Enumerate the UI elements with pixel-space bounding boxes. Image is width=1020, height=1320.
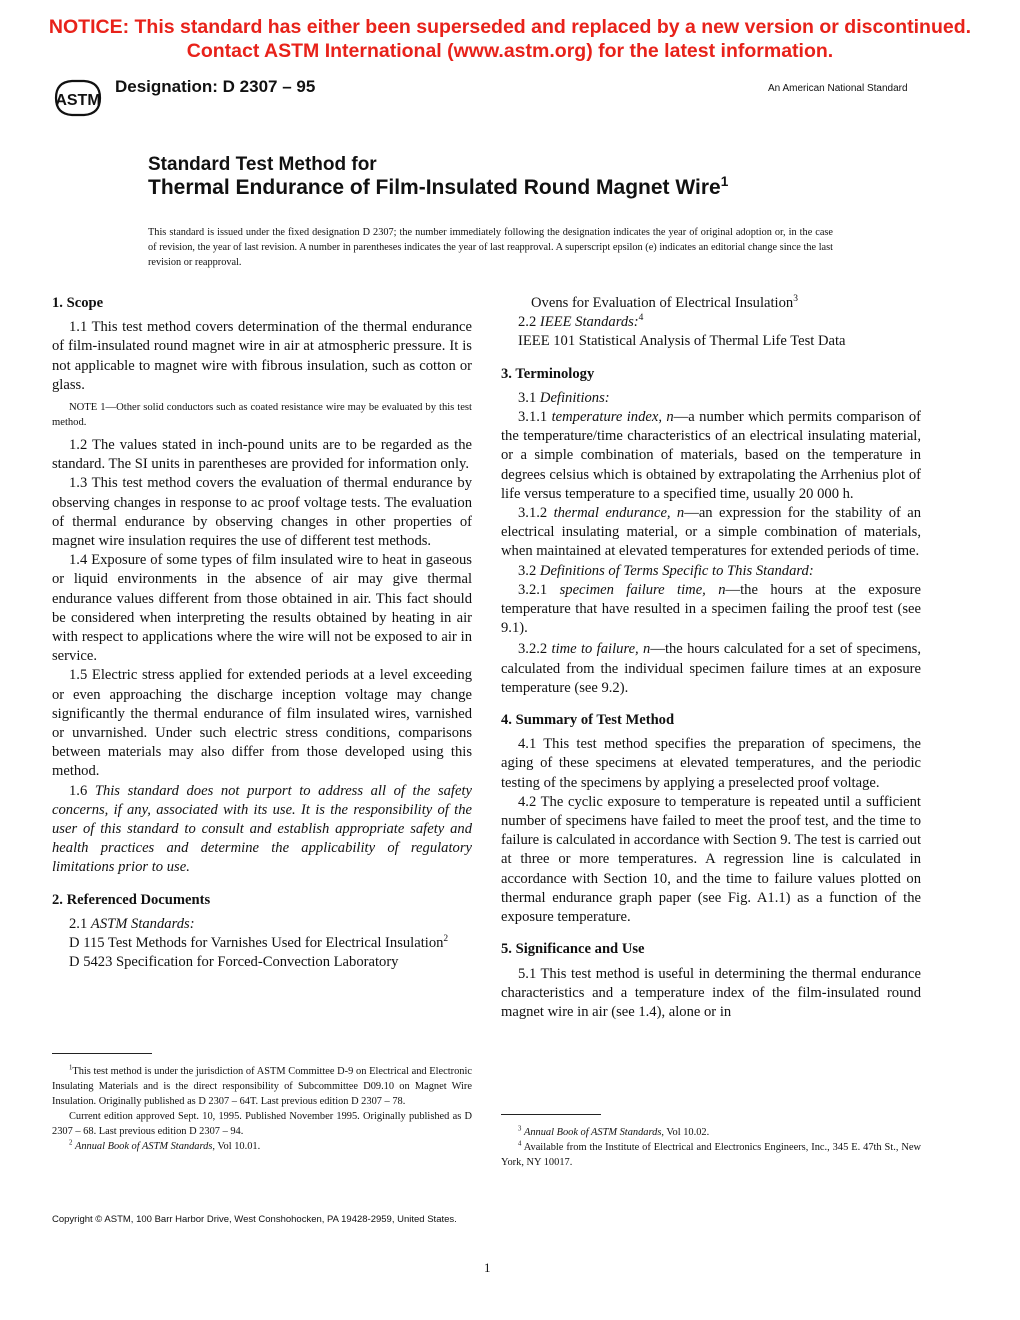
copyright: Copyright © ASTM, 100 Barr Harbor Drive, West Conshohocken, PA 19428-2959, United States. [52,1214,457,1225]
footnote-rule-left [52,1053,152,1054]
footnote-3: $^3$ Annual Book of ASTM Standards, Vol 10.02. [518,1125,710,1138]
title-line-1: Standard Test Method for [148,154,377,175]
section-1-heading: 1. Scope [52,295,104,311]
right-column [501,294,921,1022]
ref-d115: D 115 Test Methods for Varnishes Used for Electrical Insulation$^2$ [69,934,449,952]
note-1: NOTE 1—Other solid conductors such as coated resistance wire may be evaluated by this test method. [52,402,472,429]
para-3-1-2: 3.1.2 thermal endurance, n—an expression for the stability of an electrical insulating material, or a simple combination of materials, when maintained at elevated temperatures for extended periods of time. [501,505,921,560]
section-5-heading: 5. Significance and Use [501,941,645,958]
para-1-5: 1.5 Electric stress applied for extended periods at a level exceeding or even approaching the discharge inception voltage may change significantly the thermal endurance of film insulated wires, varnished or unvarnished. Under such electric stress conditions, comparisons between materials may also differ from those developed using this method. [52,667,472,780]
para-2-1: 2.1 ASTM Standards: [69,915,195,932]
ref-d5423-cont: Ovens for Evaluation of Electrical Insulation$^3$ [531,294,798,311]
para-1-2: 1.2 The values stated in inch-pound units are to be regarded as the standard. The SI units in parentheses are provided for information only. [52,437,472,473]
para-5-1: 5.1 This test method is useful in determining the thermal endurance characteristics and a temperature index of the film-insulated round magnet wire in air (see 1.4), alone or in [501,965,921,1020]
ref-ieee101: IEEE 101 Statistical Analysis of Thermal Life Test Data [518,333,846,350]
para-1-4: 1.4 Exposure of some types of film insulated wire to heat in gaseous or liquid environments in the absence of air may give thermal endurance values different from those obtained in air. This fact should be considered when interpreting the results obtained by heating in air with respect to applications where the wire will not be exposed to air in service. [52,552,472,665]
footnote-2: $^2$ Annual Book of ASTM Standards, Vol 10.01. [69,1139,261,1152]
para-1-6: 1.6 This standard does not purport to address all of the safety concerns, if any, associated with its use. It is the responsibility of the user of this standard to consult and establish appropriate safety and health practices and determine the applicability of regulatory limitations prior to use. [52,782,472,876]
astm-logo [52,78,104,118]
title-line-2: Thermal Endurance of Film-Insulated Round Magnet Wire$^1$ [148,174,729,199]
issue-note: This standard is issued under the fixed designation D 2307; the number immediately following the designation indicates the year of original adoption or, in the case of revision, the year of last revision. A number in parentheses indicates the year of last reapproval. A superscript epsilon (e) indicates an editorial change since the last revision or reapproval. [148,227,833,268]
footnote-4: $^4$ Available from the Institute of Electrical and Electronics Engineers, Inc., 345 E. 47th St., New York, NY 10017. [501,1140,921,1168]
para-4-1: 4.1 This test method specifies the preparation of specimens, the aging of these specimens at elevated temperatures, and the periodic testing of the specimens by applying a preselected proof voltage. [501,736,921,791]
para-4-2: 4.2 The cyclic exposure to temperature is repeated until a sufficient number of specimens have failed to meet the proof test, and the time to failure is calculated in accordance with Section 9. The test is carried out at three or more temperatures. A regression line is calculated in accordance with Section 10, and the time to failure values plotted on thermal endurance graph paper (see Fig. A1.1) as a function of the exposure temperature. [501,793,921,926]
ref-d5423: D 5423 Specification for Forced-Convection Laboratory [69,954,399,971]
para-3-1-1: 3.1.1 temperature index, n—a number which permits comparison of the temperature/time characteristics of an electrical insulating material, or a simple combination of materials, based on the temperature in degrees celsius which is obtained by extrapolating the Arrhenius plot of life versus temperature to a specified time, usually 20 000 h. [501,409,921,502]
footnote-rule-right [501,1114,601,1115]
section-2-heading: 2. Referenced Documents [52,891,211,908]
section-3-heading: 3. Terminology [501,365,595,382]
para-2-2: 2.2 IEEE Standards:$^4$ [518,313,644,331]
para-3-1: 3.1 Definitions: [518,389,610,406]
section-4-heading: 4. Summary of Test Method [501,712,675,729]
para-3-2: 3.2 Definitions of Terms Specific to This Standard: [518,562,814,579]
notice-line-1: NOTICE: This standard has either been superseded and replaced by a new version or discontinued. [48,16,972,38]
para-3-2-1: 3.2.1 specimen failure time, n—the hours at the exposure temperature that have resulted in a specimen failing the proof test (see 9.1). [501,581,921,637]
para-3-2-2: 3.2.2 time to failure, n—the hours calculated for a set of specimens, calculated from the individual specimen failure times at an exposure temperature (see 9.2). [501,641,921,696]
para-1-1: 1.1 This test method covers determination of the thermal endurance of film-insulated round magnet wire in air at atmospheric pressure. It is not applicable to magnet wire with fibrous insulation, such as cotton or glass. [52,319,472,393]
designation: Designation: D 2307 – 95 [115,77,316,96]
para-1-3: 1.3 This test method covers the evaluation of thermal endurance by observing changes in response to ac proof voltage tests. The evaluation of thermal endurance by observing changes in other properties of magnet wire insulation requires the use of different test methods. [52,475,472,550]
left-column [52,294,472,973]
footnote-1b: Current edition approved Sept. 10, 1995. Published November 1995. Originally published as D 2307 – 68. Last previous edition D 2307 – 94. [52,1111,472,1137]
left-footnotes [52,1064,472,1154]
right-footnotes [501,1125,921,1170]
notice-line-2: Contact ASTM International (www.astm.org) for the latest information. [186,40,834,62]
american-national-standard: An American National Standard [768,83,908,94]
footnote-1: $^1$This test method is under the jurisdiction of ASTM Committee D-9 on Electrical and Electronic Insulating Materials and is the direct responsibility of Subcommittee D09.10 on Magnet Wire Insulation. Originally published as D 2307 – 64T. Last previous edition D 2307 – 78. [52,1064,472,1107]
page-number: 1 [484,1260,491,1275]
astm-logo-text: ASTM [55,92,101,109]
